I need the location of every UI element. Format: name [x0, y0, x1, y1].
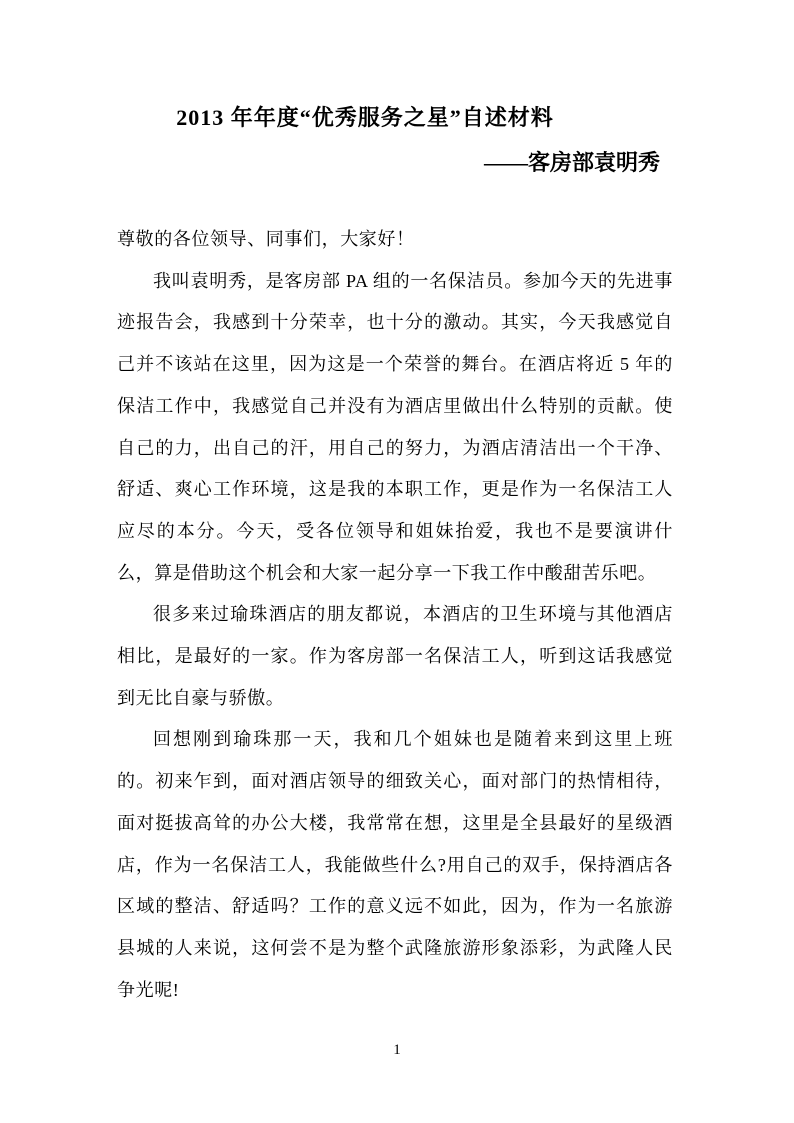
paragraph-greeting: 尊敬的各位领导、同事们，大家好！	[117, 229, 415, 249]
paragraph-introduction: 我叫袁明秀，是客房部 PA 组的一名保洁员。参加今天的先进事迹报告会，我感到十分荣幸，也十分的激动。其实，今天我感觉自己并不该站在这里，因为这是一个荣誉的舞台。在酒店将近 5 年的保洁工作中，我感觉自己并没有为酒店里做出什么特别的贡献。使自己的力，出自己的汗，用自己的努力，为酒店清洁出一个干净、舒适、爽心工作环境，这是我的本职工作，更是作为一名保洁工人应尽的本分。今天，受各位领导和姐妹抬爱，我也不是要演讲什么，算是借助这个机会和大家一起分享一下我工作中酸甜苦乐吧。	[117, 270, 673, 583]
page-number: 1	[393, 1042, 401, 1058]
document-body	[117, 219, 673, 1011]
paragraph-hotel-reputation: 很多来过瑜珠酒店的朋友都说，本酒店的卫生环境与其他酒店相比，是最好的一家。作为客房部一名保洁工人，听到这话我感觉到无比自豪与骄傲。	[117, 604, 673, 708]
document-byline: ——客房部袁明秀	[483, 150, 660, 175]
paragraph-first-day-recollection: 回想刚到瑜珠那一天，我和几个姐妹也是随着来到这里上班的。初来乍到，面对酒店领导的细致关心，面对部门的热情相待，面对挺拔高耸的办公大楼，我常常在想，这里是全县最好的星级酒店，作为一名保洁工人，我能做些什么?用自己的双手，保持酒店各区域的整洁、舒适吗？工作的意义远不如此，因为，作为一名旅游县城的人来说，这何尝不是为整个武隆旅游形象添彩，为武隆人民争光呢!	[117, 729, 673, 1000]
document-title: 2013 年年度“优秀服务之星”自述材料	[176, 105, 554, 130]
